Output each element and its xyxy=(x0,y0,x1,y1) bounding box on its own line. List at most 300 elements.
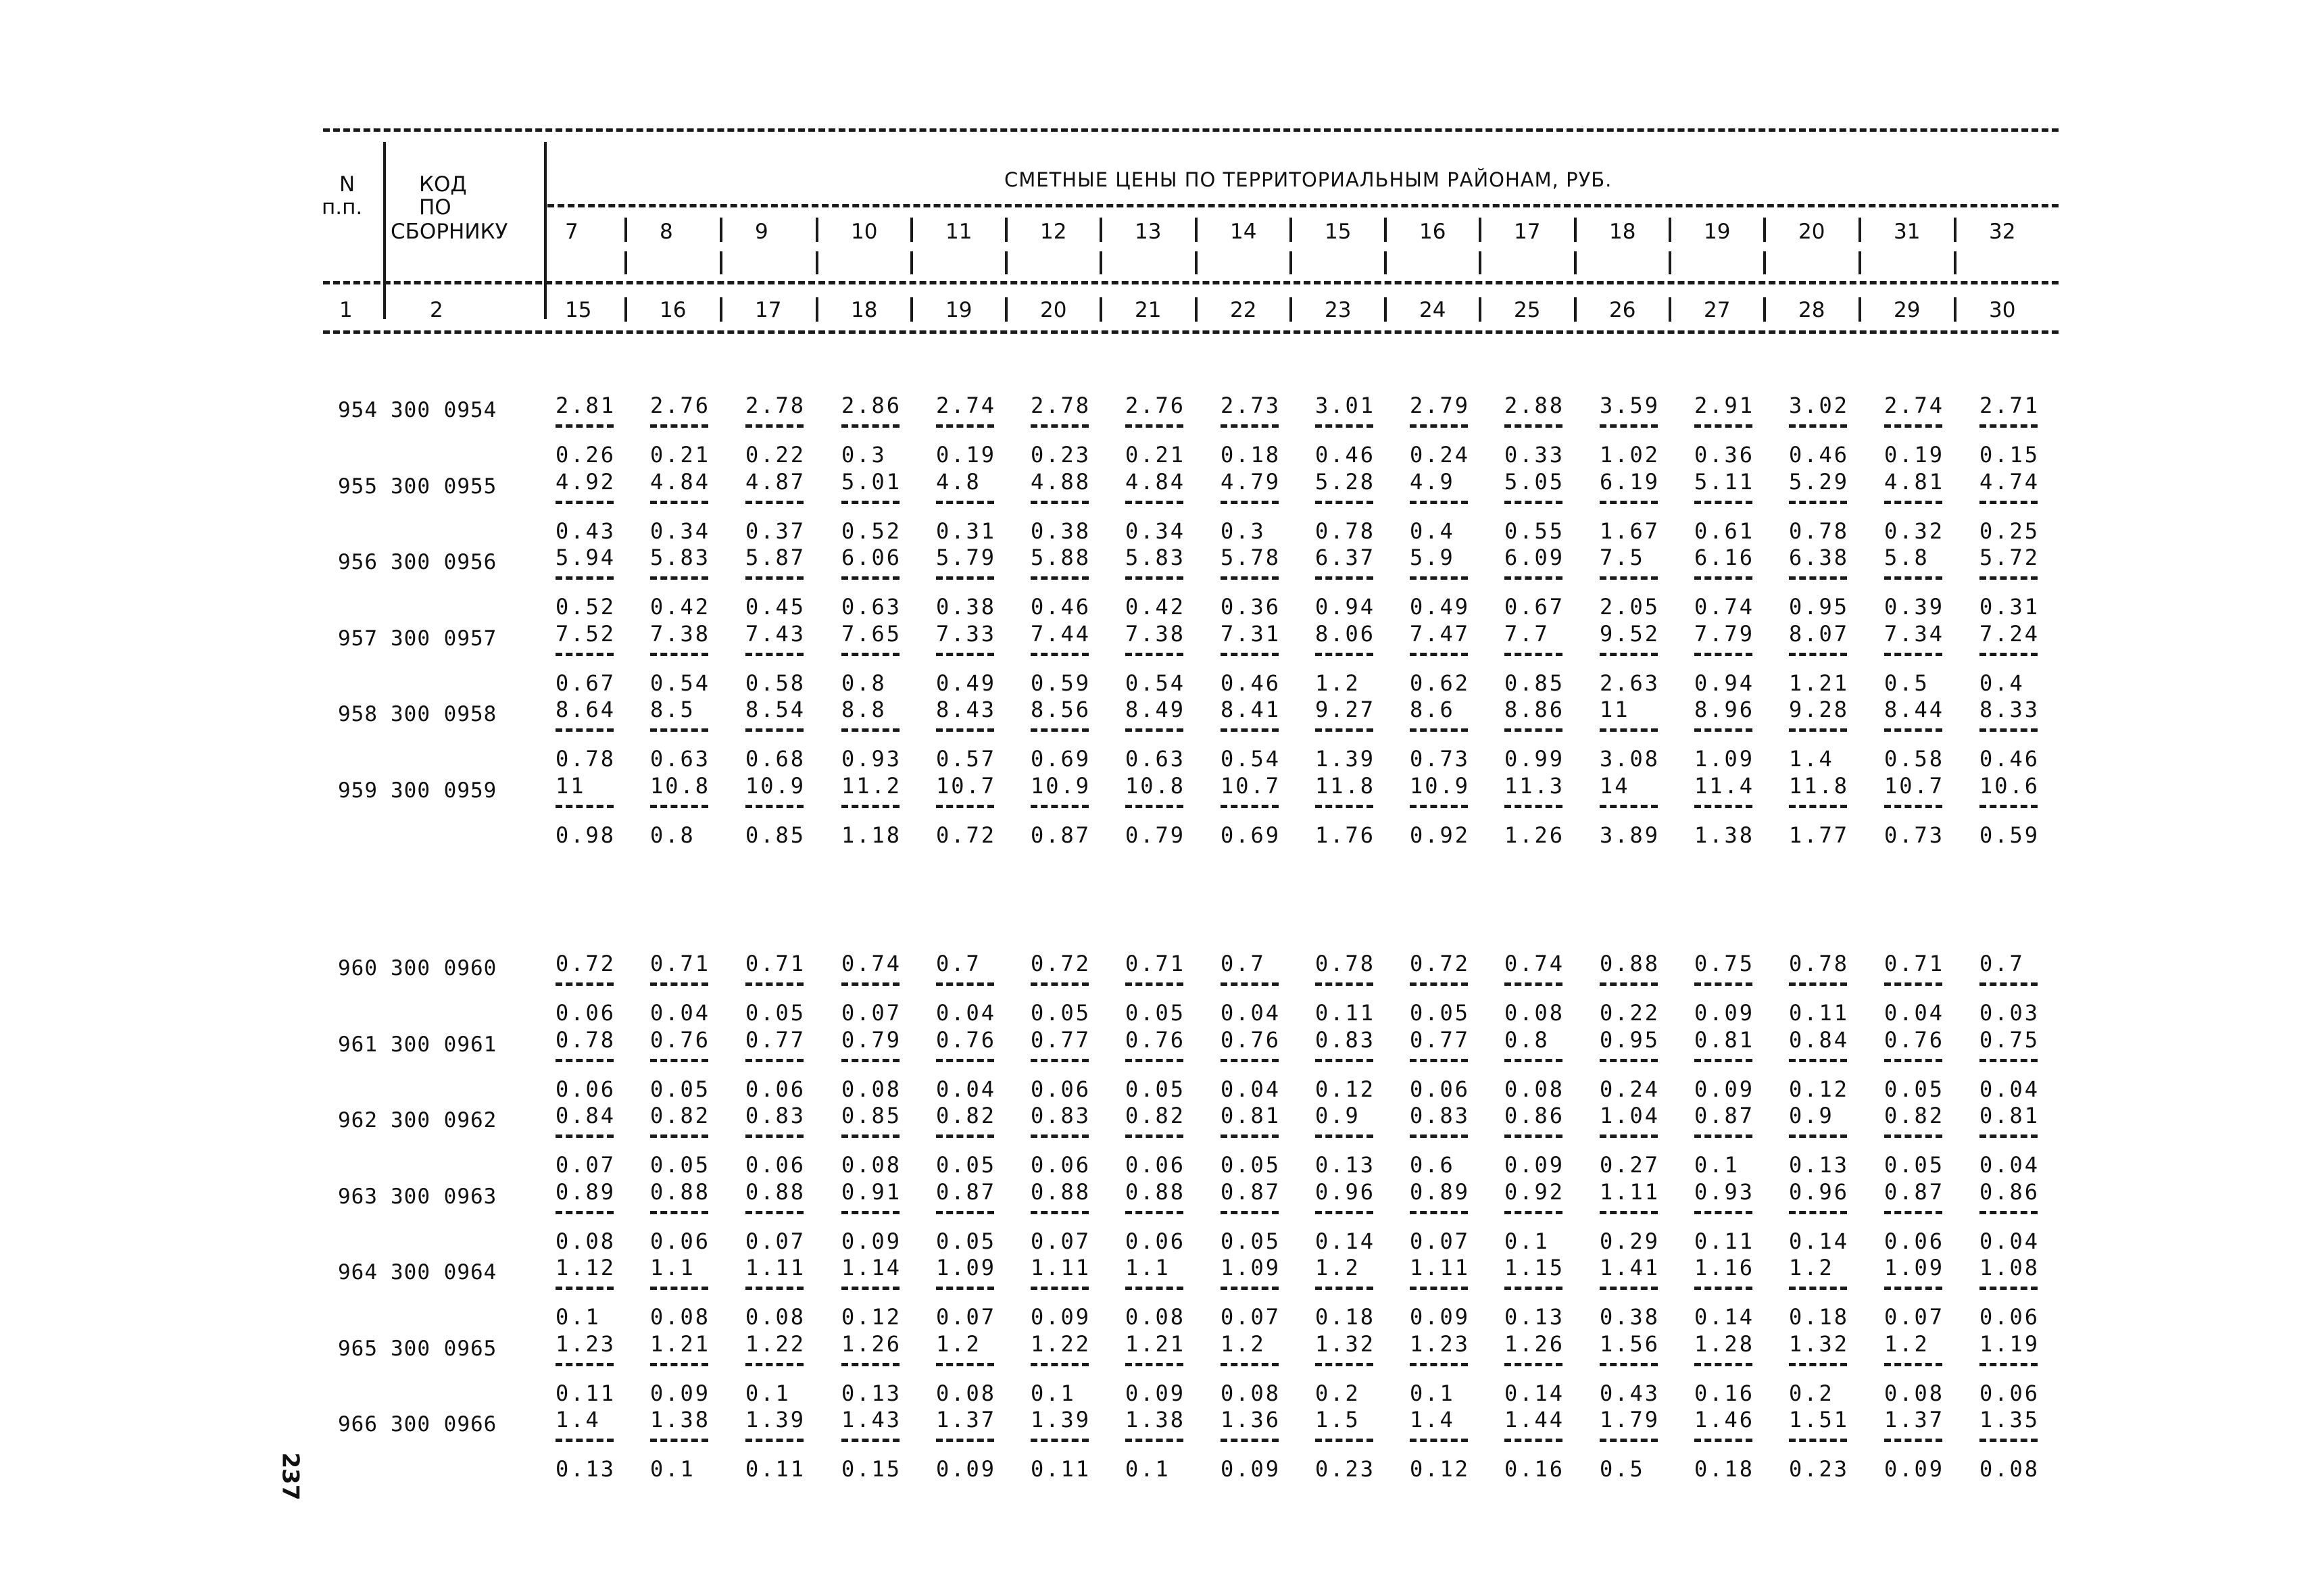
price-value: 0.06 xyxy=(556,1076,616,1102)
fraction-separator xyxy=(936,1059,994,1062)
fraction-separator xyxy=(1694,1059,1752,1062)
header-column-divider xyxy=(720,251,722,274)
fraction-separator xyxy=(1031,1363,1089,1366)
fraction-separator xyxy=(1221,1363,1279,1366)
price-value: 7.52 xyxy=(556,620,616,647)
price-value: 0.38 xyxy=(1031,518,1091,544)
price-value: 5.11 xyxy=(1694,468,1755,495)
price-value: 0.83 xyxy=(1410,1103,1471,1128)
price-value: 0.07 xyxy=(841,1000,902,1026)
price-value: 0.09 xyxy=(1410,1304,1471,1330)
price-value: 10.8 xyxy=(1125,772,1186,799)
price-value: 0.92 xyxy=(1504,1178,1565,1205)
district-number: 10 xyxy=(851,220,878,244)
column-number: 20 xyxy=(1040,298,1067,322)
header-divider-rule xyxy=(323,281,2059,284)
fraction-separator xyxy=(841,1059,900,1062)
price-value: 0.19 xyxy=(936,442,997,468)
fraction-separator xyxy=(1884,1211,1942,1214)
price-value: 0.77 xyxy=(1031,1026,1091,1053)
col-code-label: СБОРНИКУ xyxy=(391,220,508,244)
column-number: 25 xyxy=(1514,298,1541,322)
fraction-separator xyxy=(1125,1134,1183,1138)
header-column-divider xyxy=(720,297,722,322)
price-value: 2.63 xyxy=(1600,670,1660,696)
price-value: 0.72 xyxy=(936,822,997,848)
price-value: 4.87 xyxy=(745,468,806,495)
price-value: 0.76 xyxy=(936,1026,997,1053)
price-value: 0.04 xyxy=(650,1000,711,1026)
fraction-separator xyxy=(556,1363,614,1366)
price-value: 0.67 xyxy=(1504,594,1565,620)
fraction-separator xyxy=(745,1134,804,1138)
row-number: 954 xyxy=(338,398,378,422)
row-number: 966 xyxy=(338,1412,378,1437)
price-value: 1.2 xyxy=(1315,1255,1360,1280)
fraction-separator xyxy=(1789,424,1847,428)
header-column-divider xyxy=(1954,251,1956,274)
fraction-separator xyxy=(1315,805,1373,808)
price-value: 11.3 xyxy=(1504,772,1565,799)
price-value: 0.78 xyxy=(556,1026,616,1053)
price-value: 0.54 xyxy=(1125,670,1186,696)
row-number: 964 xyxy=(338,1260,378,1285)
price-value: 6.09 xyxy=(1504,545,1565,570)
fraction-separator xyxy=(1221,1059,1279,1062)
price-value: 0.15 xyxy=(1979,442,2040,468)
fraction-separator xyxy=(1031,576,1089,580)
fraction-separator xyxy=(650,805,708,808)
price-value: 7.43 xyxy=(745,620,806,647)
price-value: 0.95 xyxy=(1600,1026,1660,1053)
price-value: 0.09 xyxy=(1884,1456,1945,1482)
price-value: 0.05 xyxy=(650,1076,711,1102)
fraction-separator xyxy=(650,1059,708,1062)
price-value: 0.05 xyxy=(1221,1152,1281,1178)
row-code: 300 0965 xyxy=(391,1336,497,1361)
price-value: 8.5 xyxy=(650,697,695,722)
fraction-separator xyxy=(1031,1059,1089,1062)
price-value: 2.74 xyxy=(936,393,997,418)
price-value: 0.12 xyxy=(1789,1076,1850,1102)
price-value: 0.91 xyxy=(841,1178,902,1205)
price-value: 0.07 xyxy=(556,1152,616,1178)
price-value: 6.37 xyxy=(1315,545,1376,570)
price-value: 0.75 xyxy=(1694,951,1755,976)
price-value: 5.29 xyxy=(1789,468,1850,495)
price-value: 0.88 xyxy=(1031,1178,1091,1205)
price-value: 1.19 xyxy=(1979,1330,2040,1357)
price-value: 1.21 xyxy=(1125,1330,1186,1357)
price-value: 0.78 xyxy=(1789,951,1850,976)
price-value: 0.42 xyxy=(1125,594,1186,620)
column-number: 16 xyxy=(660,298,687,322)
price-value: 0.8 xyxy=(1504,1026,1550,1053)
price-value: 1.09 xyxy=(1884,1255,1945,1280)
fraction-separator xyxy=(1504,1134,1562,1138)
price-value: 0.13 xyxy=(556,1456,616,1482)
price-value: 1.5 xyxy=(1315,1407,1360,1432)
price-value: 11 xyxy=(1600,697,1630,722)
fraction-separator xyxy=(1694,982,1752,986)
header-column-divider xyxy=(1005,251,1008,274)
header-column-divider xyxy=(1195,297,1198,322)
fraction-separator xyxy=(936,501,994,504)
price-value: 7.65 xyxy=(841,620,902,647)
row-code: 300 0964 xyxy=(391,1260,497,1285)
price-value: 0.07 xyxy=(1410,1228,1471,1254)
price-value: 0.71 xyxy=(1125,951,1186,976)
fraction-separator xyxy=(1031,424,1089,428)
price-value: 0.76 xyxy=(1884,1026,1945,1053)
price-value: 0.62 xyxy=(1410,670,1471,696)
price-value: 0.74 xyxy=(841,951,902,976)
price-value: 0.76 xyxy=(650,1026,711,1053)
price-value: 0.16 xyxy=(1694,1380,1755,1406)
price-value: 0.3 xyxy=(1221,518,1266,544)
column-number: 18 xyxy=(851,298,878,322)
price-value: 0.85 xyxy=(745,822,806,848)
fraction-separator xyxy=(1694,728,1752,732)
price-value: 0.13 xyxy=(1504,1304,1565,1330)
price-value: 10.9 xyxy=(1031,772,1091,799)
price-value: 1.04 xyxy=(1600,1103,1660,1128)
price-value: 0.52 xyxy=(841,518,902,544)
fraction-separator xyxy=(1789,1059,1847,1062)
price-value: 5.83 xyxy=(650,545,711,570)
fraction-separator xyxy=(1979,805,2038,808)
price-value: 1.09 xyxy=(1221,1255,1281,1280)
column-number: 29 xyxy=(1894,298,1921,322)
price-value: 1.35 xyxy=(1979,1407,2040,1432)
fraction-separator xyxy=(745,576,804,580)
price-value: 0.08 xyxy=(841,1152,902,1178)
price-value: 5.83 xyxy=(1125,545,1186,570)
price-value: 8.49 xyxy=(1125,697,1186,722)
price-value: 0.05 xyxy=(1125,1076,1186,1102)
header-column-divider xyxy=(624,297,627,322)
price-value: 0.74 xyxy=(1694,594,1755,620)
price-value: 0.06 xyxy=(745,1076,806,1102)
fraction-separator xyxy=(841,576,900,580)
fraction-separator xyxy=(745,1439,804,1442)
price-value: 0.05 xyxy=(745,1000,806,1026)
fraction-separator xyxy=(556,728,614,732)
fraction-separator xyxy=(1410,1287,1468,1290)
fraction-separator xyxy=(1315,1363,1373,1366)
fraction-separator xyxy=(1221,424,1279,428)
row-number: 959 xyxy=(338,778,378,803)
fraction-separator xyxy=(650,653,708,656)
price-value: 0.08 xyxy=(1504,1076,1565,1102)
price-value: 0.36 xyxy=(1694,442,1755,468)
price-value: 4.81 xyxy=(1884,468,1945,495)
fraction-separator xyxy=(1125,653,1183,656)
price-value: 0.58 xyxy=(1884,746,1945,772)
fraction-separator xyxy=(1979,653,2038,656)
fraction-separator xyxy=(1789,728,1847,732)
price-value: 0.54 xyxy=(1221,746,1281,772)
fraction-separator xyxy=(1884,1363,1942,1366)
price-value: 1.26 xyxy=(841,1330,902,1357)
fraction-separator xyxy=(1884,1134,1942,1138)
price-value: 10.7 xyxy=(1884,772,1945,799)
fraction-separator xyxy=(1221,501,1279,504)
fraction-separator xyxy=(1979,576,2038,580)
fraction-separator xyxy=(556,653,614,656)
price-value: 1.37 xyxy=(936,1407,997,1432)
fraction-separator xyxy=(650,576,708,580)
price-value: 10.6 xyxy=(1979,772,2040,799)
fraction-separator xyxy=(936,982,994,986)
price-value: 0.05 xyxy=(1031,1000,1091,1026)
price-value: 0.61 xyxy=(1694,518,1755,544)
price-value: 0.96 xyxy=(1789,1178,1850,1205)
fraction-separator xyxy=(1221,982,1279,986)
district-number: 20 xyxy=(1798,220,1825,244)
district-number: 12 xyxy=(1040,220,1067,244)
price-value: 4.88 xyxy=(1031,468,1091,495)
price-value: 0.18 xyxy=(1221,442,1281,468)
price-value: 2.73 xyxy=(1221,393,1281,418)
price-value: 0.05 xyxy=(650,1152,711,1178)
price-value: 0.59 xyxy=(1031,670,1091,696)
price-value: 0.06 xyxy=(1884,1228,1945,1254)
price-value: 1.11 xyxy=(1410,1255,1471,1280)
price-value: 0.89 xyxy=(556,1178,616,1205)
fraction-separator xyxy=(1410,1439,1468,1442)
price-value: 10.7 xyxy=(1221,772,1281,799)
col-number: 1 xyxy=(339,298,353,322)
fraction-separator xyxy=(1504,653,1562,656)
price-value: 0.74 xyxy=(1504,951,1565,976)
fraction-separator xyxy=(1410,424,1468,428)
price-value: 1.09 xyxy=(1694,746,1755,772)
row-number: 965 xyxy=(338,1336,378,1361)
fraction-separator xyxy=(1031,653,1089,656)
price-value: 1.16 xyxy=(1694,1255,1755,1280)
price-value: 0.5 xyxy=(1600,1456,1645,1482)
fraction-separator xyxy=(556,1134,614,1138)
price-value: 8.8 xyxy=(841,697,887,722)
price-value: 2.76 xyxy=(650,393,711,418)
fraction-separator xyxy=(936,1134,994,1138)
fraction-separator xyxy=(1315,1211,1373,1214)
price-value: 0.11 xyxy=(1694,1228,1755,1254)
fraction-separator xyxy=(1884,982,1942,986)
fraction-separator xyxy=(1600,1211,1658,1214)
row-code: 300 0956 xyxy=(391,550,497,574)
fraction-separator xyxy=(1315,1059,1373,1062)
row-number: 955 xyxy=(338,474,378,499)
price-value: 0.79 xyxy=(1125,822,1186,848)
row-code: 300 0963 xyxy=(391,1184,497,1209)
price-value: 5.79 xyxy=(936,545,997,570)
price-value: 0.23 xyxy=(1789,1456,1850,1482)
price-value: 0.83 xyxy=(745,1103,806,1128)
col-n-label: п.п. xyxy=(322,195,363,220)
fraction-separator xyxy=(1031,1287,1089,1290)
fraction-separator xyxy=(1504,805,1562,808)
fraction-separator xyxy=(1600,1363,1658,1366)
district-number: 8 xyxy=(660,220,673,244)
price-value: 0.68 xyxy=(745,746,806,772)
price-value: 0.88 xyxy=(650,1178,711,1205)
price-value: 0.08 xyxy=(936,1380,997,1406)
price-value: 0.11 xyxy=(556,1380,616,1406)
header-column-divider xyxy=(1384,218,1387,242)
price-value: 1.51 xyxy=(1789,1407,1850,1432)
price-value: 3.02 xyxy=(1789,393,1850,418)
price-value: 0.84 xyxy=(556,1103,616,1128)
fraction-separator xyxy=(650,1134,708,1138)
price-value: 7.33 xyxy=(936,620,997,647)
fraction-separator xyxy=(1125,1211,1183,1214)
price-value: 0.14 xyxy=(1789,1228,1850,1254)
fraction-separator xyxy=(1504,1059,1562,1062)
fraction-separator xyxy=(1410,576,1468,580)
header-column-divider xyxy=(1479,297,1481,322)
price-value: 0.09 xyxy=(1504,1152,1565,1178)
price-value: 0.34 xyxy=(650,518,711,544)
price-value: 4.92 xyxy=(556,468,616,495)
price-value: 0.25 xyxy=(1979,518,2040,544)
price-value: 7.47 xyxy=(1410,620,1471,647)
header-column-divider xyxy=(1763,251,1766,274)
fraction-separator xyxy=(1410,1363,1468,1366)
fraction-separator xyxy=(1125,501,1183,504)
row-code: 300 0962 xyxy=(391,1108,497,1132)
price-value: 8.56 xyxy=(1031,697,1091,722)
fraction-separator xyxy=(841,1287,900,1290)
fraction-separator xyxy=(1694,501,1752,504)
fraction-separator xyxy=(1694,1439,1752,1442)
fraction-separator xyxy=(1410,1211,1468,1214)
fraction-separator xyxy=(1694,576,1752,580)
fraction-separator xyxy=(841,424,900,428)
fraction-separator xyxy=(1789,1439,1847,1442)
fraction-separator xyxy=(1410,805,1468,808)
price-value: 0.1 xyxy=(1031,1380,1076,1406)
fraction-separator xyxy=(650,501,708,504)
fraction-separator xyxy=(1031,805,1089,808)
fraction-separator xyxy=(1410,982,1468,986)
price-value: 0.86 xyxy=(1979,1178,2040,1205)
price-value: 1.11 xyxy=(1031,1255,1091,1280)
price-value: 0.93 xyxy=(841,746,902,772)
price-value: 1.18 xyxy=(841,822,902,848)
price-value: 0.06 xyxy=(556,1000,616,1026)
fraction-separator xyxy=(1884,501,1942,504)
price-value: 0.09 xyxy=(1125,1380,1186,1406)
fraction-separator xyxy=(936,1211,994,1214)
fraction-separator xyxy=(556,501,614,504)
header-column-divider xyxy=(910,297,913,322)
fraction-separator xyxy=(650,982,708,986)
col-code-label: ПО xyxy=(419,195,451,220)
fraction-separator xyxy=(1884,576,1942,580)
price-value: 3.01 xyxy=(1315,393,1376,418)
fraction-separator xyxy=(1031,501,1089,504)
price-value: 0.46 xyxy=(1031,594,1091,620)
price-value: 0.09 xyxy=(936,1456,997,1482)
price-value: 0.87 xyxy=(936,1178,997,1205)
header-column-divider xyxy=(1954,218,1956,242)
price-value: 0.93 xyxy=(1694,1178,1755,1205)
price-value: 0.23 xyxy=(1315,1456,1376,1482)
price-value: 0.15 xyxy=(841,1456,902,1482)
price-value: 1.2 xyxy=(1789,1255,1834,1280)
price-value: 1.39 xyxy=(1031,1407,1091,1432)
price-value: 0.08 xyxy=(1221,1380,1281,1406)
price-value: 10.7 xyxy=(936,772,997,799)
price-value: 0.88 xyxy=(1600,951,1660,976)
price-value: 2.91 xyxy=(1694,393,1755,418)
header-top-rule xyxy=(323,128,2059,132)
price-value: 0.85 xyxy=(841,1103,902,1128)
price-value: 2.76 xyxy=(1125,393,1186,418)
price-value: 4.8 xyxy=(936,468,981,495)
price-value: 1.4 xyxy=(556,1407,601,1432)
fraction-separator xyxy=(1504,982,1562,986)
price-value: 0.43 xyxy=(1600,1380,1660,1406)
price-value: 1.46 xyxy=(1694,1407,1755,1432)
price-value: 0.88 xyxy=(745,1178,806,1205)
price-value: 3.59 xyxy=(1600,393,1660,418)
header-column-divider xyxy=(720,218,722,242)
district-number: 16 xyxy=(1419,220,1446,244)
price-value: 0.18 xyxy=(1694,1456,1755,1482)
fraction-separator xyxy=(1979,1439,2038,1442)
price-value: 11.4 xyxy=(1694,772,1755,799)
fraction-separator xyxy=(1884,728,1942,732)
district-number: 11 xyxy=(945,220,973,244)
fraction-separator xyxy=(556,805,614,808)
fraction-separator xyxy=(1600,424,1658,428)
row-code: 300 0954 xyxy=(391,398,497,422)
price-value: 0.6 xyxy=(1410,1152,1455,1178)
fraction-separator xyxy=(1125,424,1183,428)
price-value: 7.34 xyxy=(1884,620,1945,647)
price-value: 11.8 xyxy=(1789,772,1850,799)
row-number: 962 xyxy=(338,1108,378,1132)
header-vbar-n xyxy=(383,142,386,319)
fraction-separator xyxy=(1031,1439,1089,1442)
price-value: 0.2 xyxy=(1315,1380,1360,1406)
price-value: 0.08 xyxy=(745,1304,806,1330)
fraction-separator xyxy=(1884,1287,1942,1290)
price-value: 0.09 xyxy=(841,1228,902,1254)
price-value: 1.2 xyxy=(1315,670,1360,696)
fraction-separator xyxy=(556,1059,614,1062)
price-value: 3.89 xyxy=(1600,822,1660,848)
price-value: 4.84 xyxy=(650,468,711,495)
price-value: 0.11 xyxy=(745,1456,806,1482)
price-value: 0.86 xyxy=(1504,1103,1565,1128)
fraction-separator xyxy=(841,1439,900,1442)
fraction-separator xyxy=(1504,501,1562,504)
price-value: 0.3 xyxy=(841,442,887,468)
price-value: 1.22 xyxy=(1031,1330,1091,1357)
price-value: 0.22 xyxy=(1600,1000,1660,1026)
price-value: 0.08 xyxy=(556,1228,616,1254)
fraction-separator xyxy=(650,1211,708,1214)
header-column-divider xyxy=(624,251,627,274)
price-value: 0.69 xyxy=(1221,822,1281,848)
price-value: 0.39 xyxy=(1884,594,1945,620)
fraction-separator xyxy=(1125,1439,1183,1442)
fraction-separator xyxy=(745,1059,804,1062)
